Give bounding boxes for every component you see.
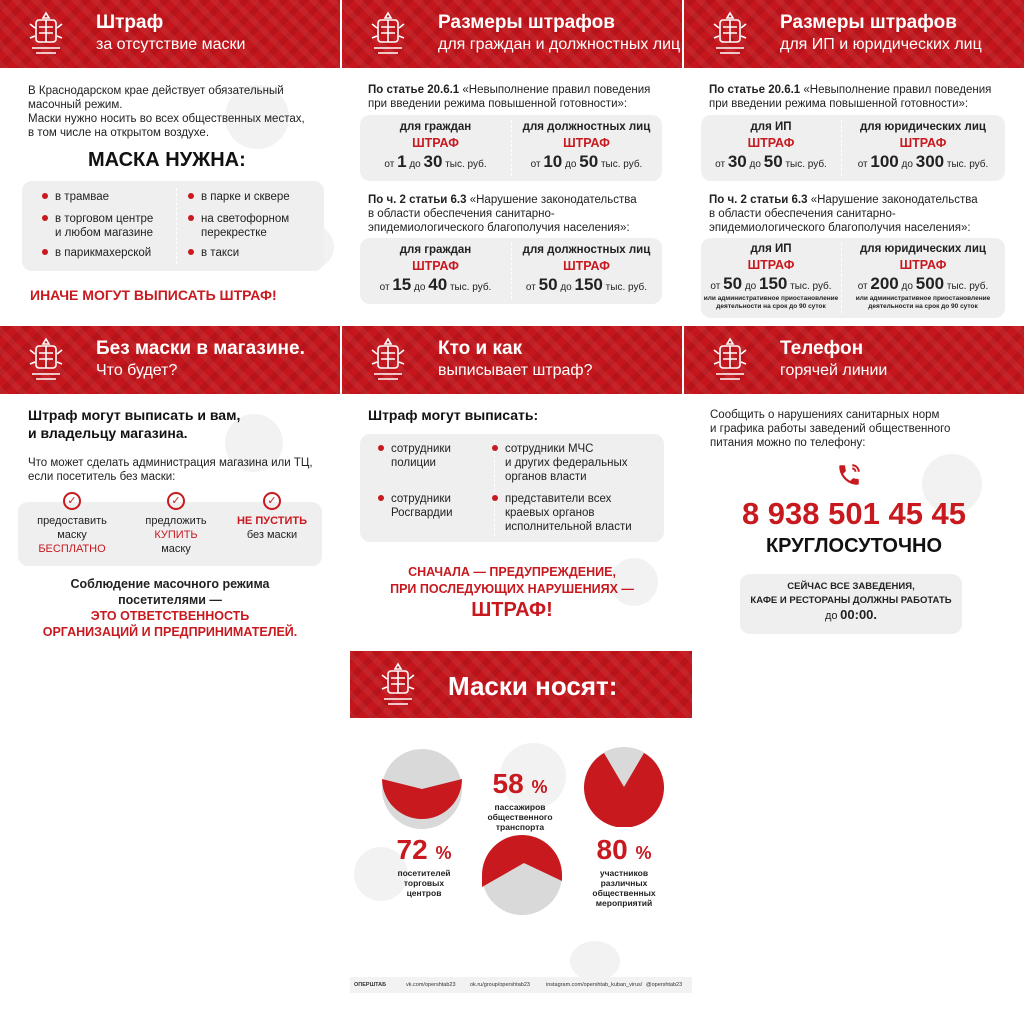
round-the-clock: КРУГЛОСУТОЧНО bbox=[765, 535, 943, 557]
fine-column: для граждан ШТРАФ от 1 до 30 тыс. руб. bbox=[384, 121, 487, 171]
place-item: в трамвае bbox=[42, 190, 109, 204]
panel-fines-business bbox=[684, 0, 1024, 320]
phone-icon bbox=[836, 462, 862, 488]
article-text: По статье 20.6.1 «Невыполнение правил поведения при введении режима повышенной готовности»: bbox=[709, 84, 992, 110]
panel-title: Размеры штрафов bbox=[780, 12, 957, 33]
panel-subtitle: выписывает штраф? bbox=[438, 362, 593, 379]
fine-column: для должностных лиц ШТРАФ от 50 до 150 тыс. руб. bbox=[522, 244, 651, 294]
link-instagram[interactable]: instagram.com/opershtab_kuban_virus/ bbox=[546, 982, 643, 988]
virus-icon bbox=[570, 941, 620, 981]
pie-transport bbox=[382, 749, 462, 829]
check-icon: ✓ bbox=[63, 492, 81, 510]
coat-of-arms-icon bbox=[364, 10, 412, 58]
panel-header bbox=[342, 326, 682, 394]
panel-header bbox=[342, 0, 682, 68]
phone-number[interactable]: 8 938 501 45 45 bbox=[741, 496, 967, 531]
authority-item: сотрудники МЧС и других федеральных органов власти bbox=[492, 442, 627, 484]
notice-text: СЕЙЧАС ВСЕ ЗАВЕДЕНИЯ, КАФЕ И РЕСТОРАНЫ ДОЛЖНЫ РАБОТАТЬ до 00:00. bbox=[750, 581, 952, 622]
lead-text: Штраф могут выписать: bbox=[368, 407, 539, 423]
panel-title: Кто и как bbox=[438, 338, 523, 359]
hotline-text: Сообщить о нарушениях санитарных норм и графика работы заведений общественного питания можно по телефону: bbox=[710, 409, 951, 449]
intro-text: В Краснодарском крае действует обязательный масочный режим. Маски нужно носить во всех общественных местах, в том числе на открытом воздухе. bbox=[28, 85, 305, 139]
brand-label: ОПЕРШТАБ bbox=[354, 982, 387, 988]
coat-of-arms-icon bbox=[706, 10, 754, 58]
option-sell: ✓ предложить КУПИТЬ маску bbox=[126, 492, 226, 556]
panel-who-fines bbox=[342, 326, 682, 646]
panel-header bbox=[684, 326, 1024, 394]
coat-of-arms-icon bbox=[374, 661, 422, 709]
lead-text: Штраф могут выписать и вам, и владельцу магазина. bbox=[28, 407, 241, 441]
panel-subtitle: для ИП и юридических лиц bbox=[780, 36, 982, 53]
option-provide: ✓ предоставить маску БЕСПЛАТНО bbox=[22, 492, 122, 556]
fine-column: для юридических лиц ШТРАФ от 200 до 500 тыс. руб. или административное приостановление деятельности на срок до 90 суток bbox=[855, 243, 991, 310]
place-item: в такси bbox=[188, 246, 239, 260]
panel-subtitle: горячей линии bbox=[780, 362, 888, 379]
panel-title: Размеры штрафов bbox=[438, 12, 615, 33]
place-item: в парикмахерской bbox=[42, 246, 151, 260]
panel-header bbox=[684, 0, 1024, 68]
panel-title: Маски носят: bbox=[448, 671, 618, 701]
coat-of-arms-icon bbox=[706, 336, 754, 384]
article-text: По ч. 2 статьи 6.3 «Нарушение законодательства в области обеспечения санитарно- эпидемиологического благополучия населения»: bbox=[368, 194, 637, 234]
panel-shop-no-mask bbox=[0, 326, 340, 646]
pie-malls bbox=[584, 747, 664, 827]
fine-column: для ИП ШТРАФ от 50 до 150 тыс. руб. или административное приостановление деятельности на срок до 90 суток bbox=[703, 243, 839, 310]
warning-text: СНАЧАЛА — ПРЕДУПРЕЖДЕНИЕ, ПРИ ПОСЛЕДУЮЩИХ НАРУШЕНИЯХ — ШТРАФ! bbox=[390, 565, 634, 621]
panel-subtitle: Что будет? bbox=[96, 362, 178, 379]
authority-item: сотрудники полиции bbox=[378, 442, 451, 470]
coat-of-arms-icon bbox=[22, 336, 70, 384]
mask-needed-heading: МАСКА НУЖНА: bbox=[88, 149, 246, 171]
conclusion-text: Соблюдение масочного режима посетителями — ЭТО ОТВЕТСТВЕННОСТЬ ОРГАНИЗАЦИЙ И ПРЕДПРИНИМАТЕЛЕЙ. bbox=[42, 577, 298, 639]
stat-malls: 72 % посетителей торговых центров bbox=[396, 834, 452, 898]
panel-subtitle: для граждан и должностных лиц bbox=[438, 36, 681, 53]
stat-events: 80 % участников различных общественных мероприятий bbox=[592, 834, 656, 908]
panel-mask-stats bbox=[350, 651, 692, 993]
question-text: Что может сделать администрация магазина или ТЦ, если посетитель без маски: bbox=[28, 457, 313, 483]
panel-title: Штраф bbox=[96, 12, 164, 33]
place-item: на светофорном перекрестке bbox=[188, 212, 289, 240]
panel-header bbox=[0, 0, 340, 68]
panel-header bbox=[0, 326, 340, 394]
option-deny: ✓ НЕ ПУСТИТЬ без маски bbox=[222, 492, 322, 542]
fine-column: для юридических лиц ШТРАФ от 100 до 300 тыс. руб. bbox=[857, 121, 989, 171]
panel-fines-citizens bbox=[342, 0, 682, 320]
pie-events bbox=[482, 835, 562, 915]
link-twitter[interactable]: @opershtab23 bbox=[646, 982, 683, 988]
panel-hotline bbox=[684, 326, 1024, 646]
check-icon: ✓ bbox=[263, 492, 281, 510]
panel-fine-no-mask bbox=[0, 0, 340, 320]
social-footer bbox=[350, 977, 692, 993]
check-icon: ✓ bbox=[167, 492, 185, 510]
place-item: в торговом центре и любом магазине bbox=[42, 212, 153, 240]
fine-column: для ИП ШТРАФ от 30 до 50 тыс. руб. bbox=[715, 121, 827, 171]
panel-subtitle: за отсутствие маски bbox=[96, 36, 246, 53]
article-text: По ч. 2 статьи 6.3 «Нарушение законодательства в области обеспечения санитарно- эпидемиологического благополучия населения»: bbox=[709, 194, 978, 234]
panel-title: Телефон bbox=[780, 338, 864, 359]
authority-item: представители всех краевых органов исполнительной власти bbox=[492, 492, 632, 534]
fine-column: для должностных лиц ШТРАФ от 10 до 50 тыс. руб. bbox=[522, 121, 651, 171]
fine-column: для граждан ШТРАФ от 15 до 40 тыс. руб. bbox=[379, 244, 492, 294]
place-item: в парке и сквере bbox=[188, 190, 290, 204]
panel-title: Без маски в магазине. bbox=[96, 338, 305, 359]
panel-header bbox=[350, 651, 692, 718]
authority-item: сотрудники Росгвардии bbox=[378, 492, 453, 520]
link-ok[interactable]: ok.ru/group/opershtab23 bbox=[470, 982, 530, 988]
link-vk[interactable]: vk.com/opershtab23 bbox=[406, 982, 456, 988]
coat-of-arms-icon bbox=[22, 10, 70, 58]
stat-transport: 58 % пассажиров общественного транспорта bbox=[487, 768, 553, 832]
article-text: По статье 20.6.1 «Невыполнение правил поведения при введении режима повышенной готовности»: bbox=[368, 84, 651, 110]
fine-warning: ИНАЧЕ МОГУТ ВЫПИСАТЬ ШТРАФ! bbox=[30, 287, 277, 303]
coat-of-arms-icon bbox=[364, 336, 412, 384]
